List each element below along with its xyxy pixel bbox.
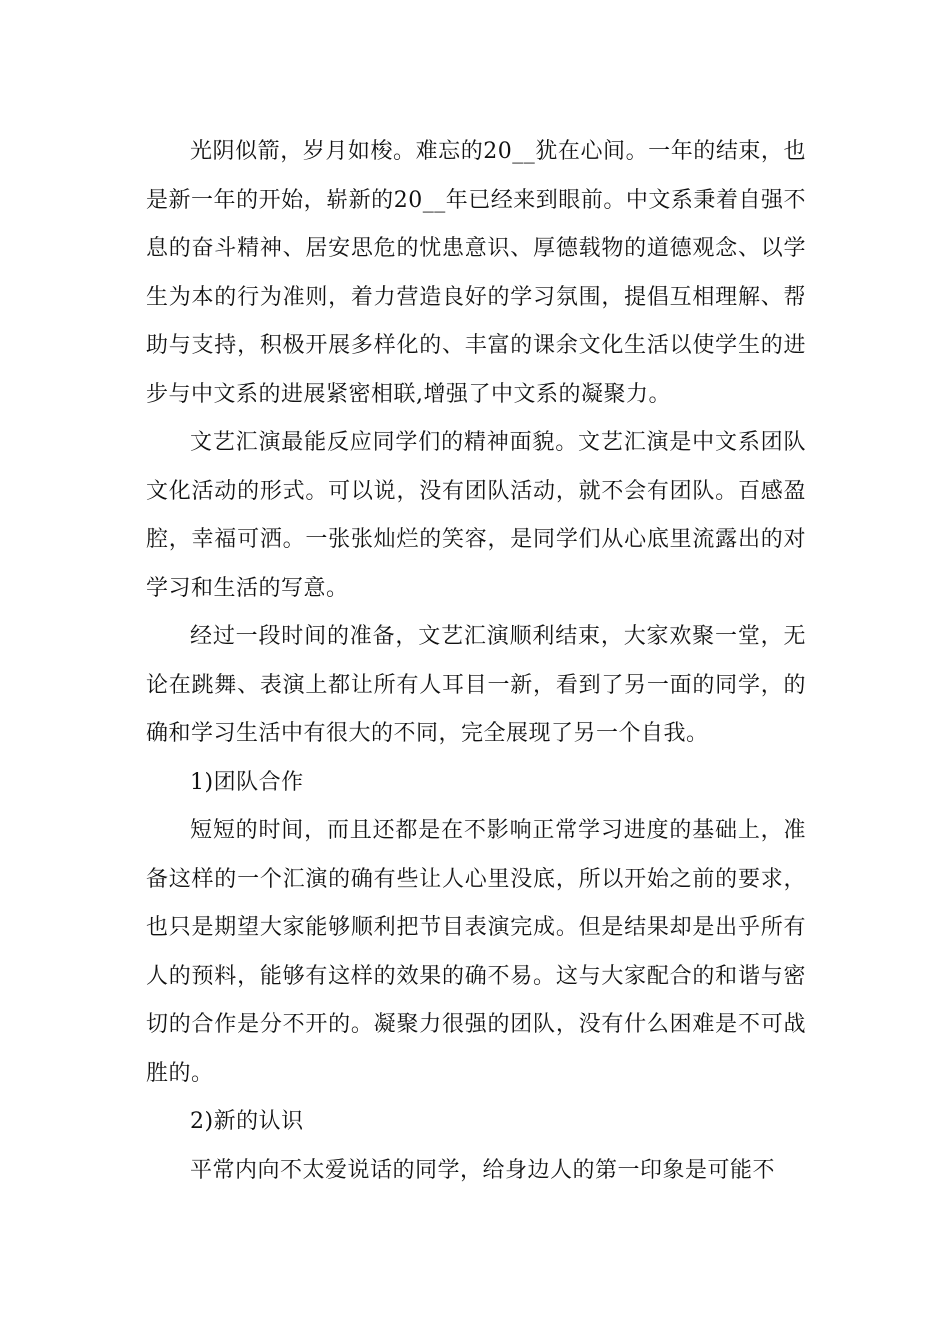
paragraph-preparation: 经过一段时间的准备，文艺汇演顺利结束，大家欢聚一堂，无论在跳舞、表演上都让所有人耳目一新，看到了另一面的同学，的确和学习生活中有很大的不同，完全展现了另一个自我。: [146, 624, 806, 746]
paragraph-intro: 光阴似箭，岁月如梭。难忘的20__犹在心间。一年的结束，也是新一年的开始，崭新的20__年已经来到眼前。中文系秉着自强不息的奋斗精神、居安思危的忧患意识、厚德载物的道德观念、以学生为本的行为准则，着力营造良好的学习氛围，提倡互相理解、帮助与支持，积极开展多样化的、丰富的课余文化生活以使学生的进步与中文系的进展紧密相联,增强了中文系的凝聚力。: [146, 139, 806, 407]
paragraph-teamwork: 短短的时间，而且还都是在不影响正常学习进度的基础上，准备这样的一个汇演的确有些让人心里没底，所以开始之前的要求，也只是期望大家能够顺利把节目表演完成。但是结果却是出乎所有人的预料，能够有这样的效果的确不易。这与大家配合的和谐与密切的合作是分不开的。凝聚力很强的团队，没有什么困难是不可战胜的。: [146, 818, 806, 1086]
document-page: [146, 128, 806, 1195]
section-heading-teamwork: 1)团队合作: [190, 769, 304, 795]
section-heading-new-understanding: 2)新的认识: [190, 1109, 304, 1134]
paragraph-performance: 文艺汇演最能反应同学们的精神面貌。文艺汇演是中文系团队文化活动的形式。可以说，没有团队活动，就不会有团队。百感盈腔，幸福可洒。一张张灿烂的笑容，是同学们从心底里流露出的对学习和生活的写意。: [146, 430, 806, 601]
paragraph-new-understanding: 平常内向不太爱说话的同学，给身边人的第一印象是可能不: [190, 1157, 776, 1183]
